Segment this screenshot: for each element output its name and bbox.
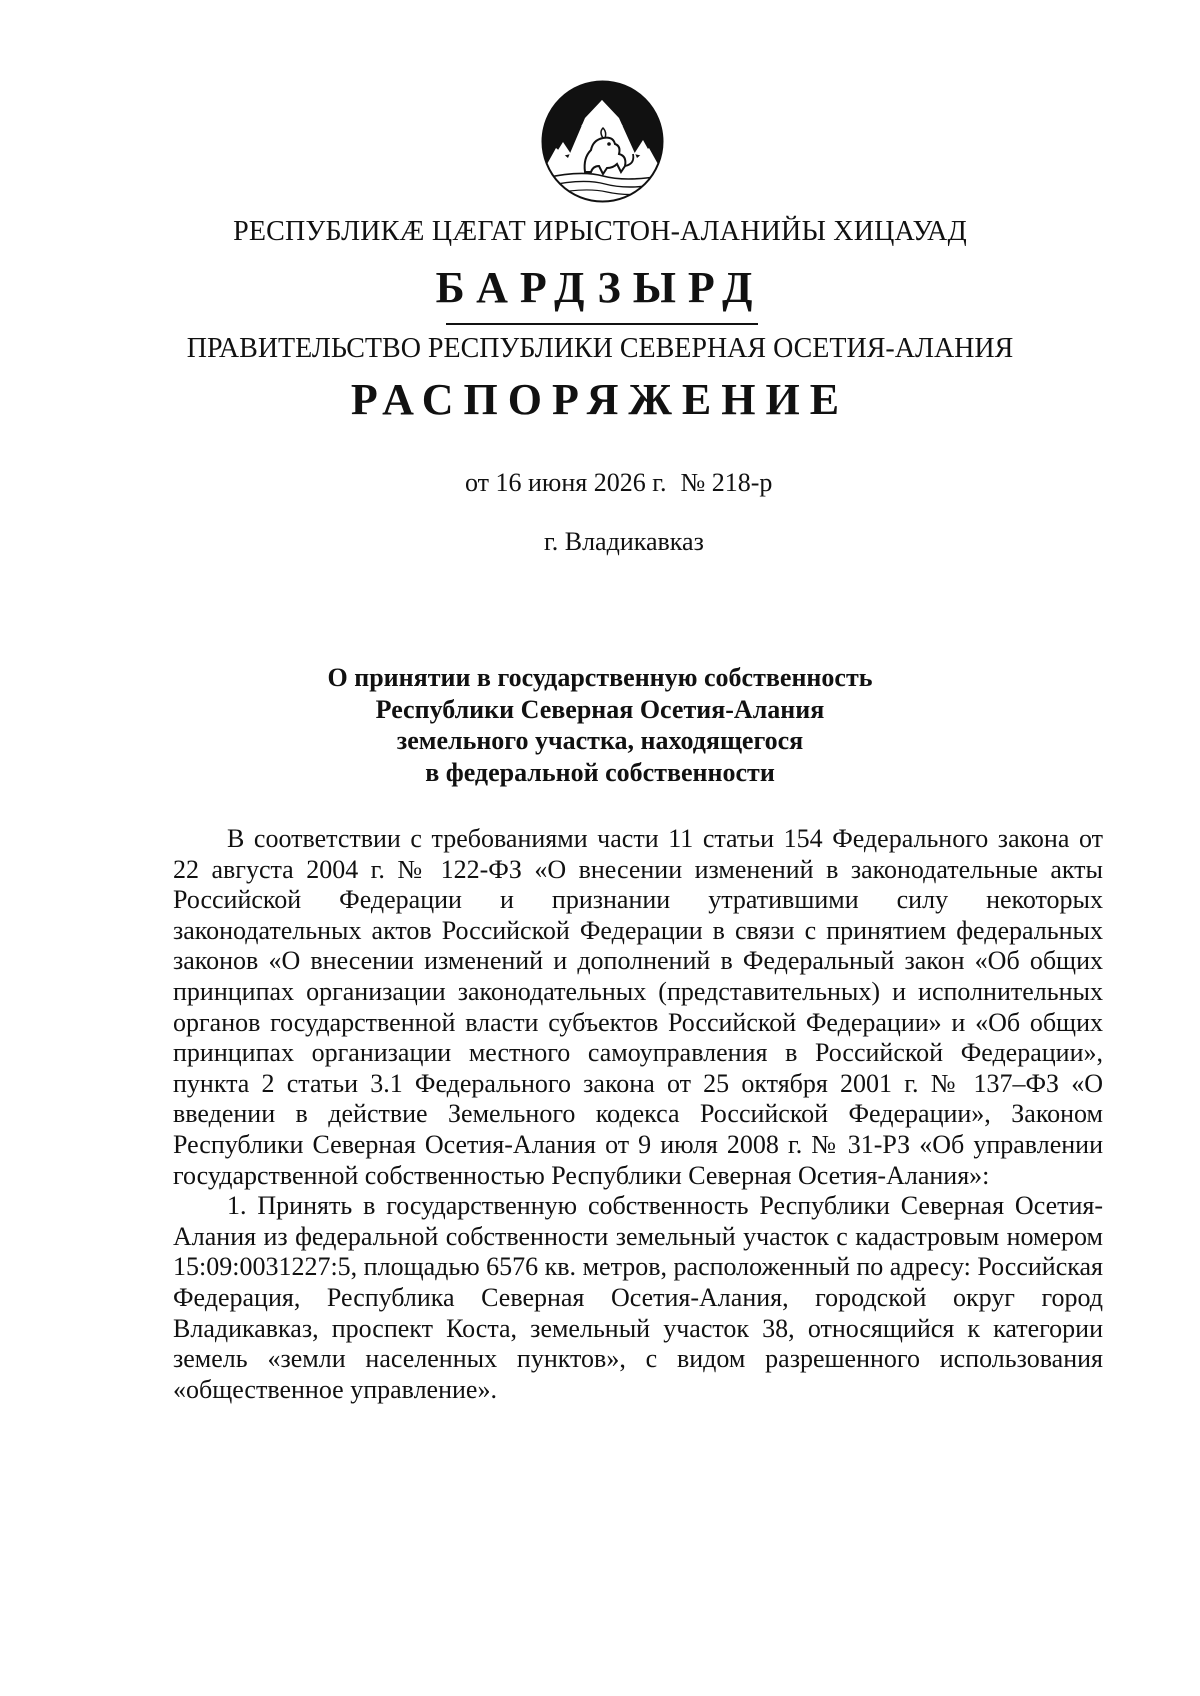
coat-of-arms-emblem: [541, 80, 664, 203]
heading-divider: [446, 323, 758, 325]
russian-document-type: РАСПОРЯЖЕНИЕ: [350, 375, 850, 424]
title-line: земельного участка, находящегося: [396, 726, 804, 755]
document-city: г. Владикавказ: [544, 527, 704, 556]
title-line: в федеральной собственности: [425, 757, 775, 787]
body-paragraph-preamble: В соответствии с требованиями части 11 статьи 154 Федерального закона от 22 августа 2004 г. № 122-ФЗ «О внесении изменений в законодательные акты Российской Федерации и признании утратившими силу некоторых законодательных актов Российской Федерации в связи с принятием федеральных законов «О внесении изменений и дополнений в Федеральный закон «Об общих принципах организации законодательных (представительных) и исполнительных органов государственной власти субъектов Российской Федерации» и «Об общих принципах организации местного самоуправления в Российской Федерации», пункта 2 статьи 3.1 Федерального закона от 25 октября 2001 г. № 137–ФЗ «О введении в действие Земельного кодекса Российской Федерации», Законом Республики Северная Осетия-Алания от 9 июля 2008 г. № 31-РЗ «Об управлении государственной собственностью Республики Северная Осетия-Алания»:: [173, 824, 1103, 1190]
document-date: от 16 июня 2026 г.: [465, 468, 667, 497]
ossetian-government-heading: РЕСПУБЛИКӔ ЦӔГАТ ИРЫСТОН-АЛАНИЙЫ ХИЦАУАД: [233, 216, 967, 247]
document-number: № 218-р: [680, 468, 773, 497]
ossetian-document-type: БАРДЗЫРД: [435, 263, 765, 312]
title-line: Республики Северная Осетия-Алания: [375, 694, 825, 724]
document-date-line: [465, 468, 772, 498]
document-title: [0, 662, 1200, 788]
russian-government-heading: ПРАВИТЕЛЬСТВО РЕСПУБЛИКИ СЕВЕРНАЯ ОСЕТИЯ-АЛАНИЯ: [186, 333, 1014, 364]
title-line: О принятии в государственную собственность: [327, 663, 873, 692]
body-paragraph-item-1: 1. Принять в государственную собственность Республики Северная Осетия-Алания из федеральной собственности земельный участок с кадастровым номером 15:09:0031227:5, площадью 6576 кв. метров, расположенный по адресу: Российская Федерация, Республика Северная Осетия-Алания, городской округ город Владикавказ, проспект Коста, земельный участок 38, относящийся к категории земель «земли населенных пунктов», с видом разрешенного использования «общественное управление».: [173, 1191, 1103, 1404]
document-body: [173, 824, 1103, 1405]
